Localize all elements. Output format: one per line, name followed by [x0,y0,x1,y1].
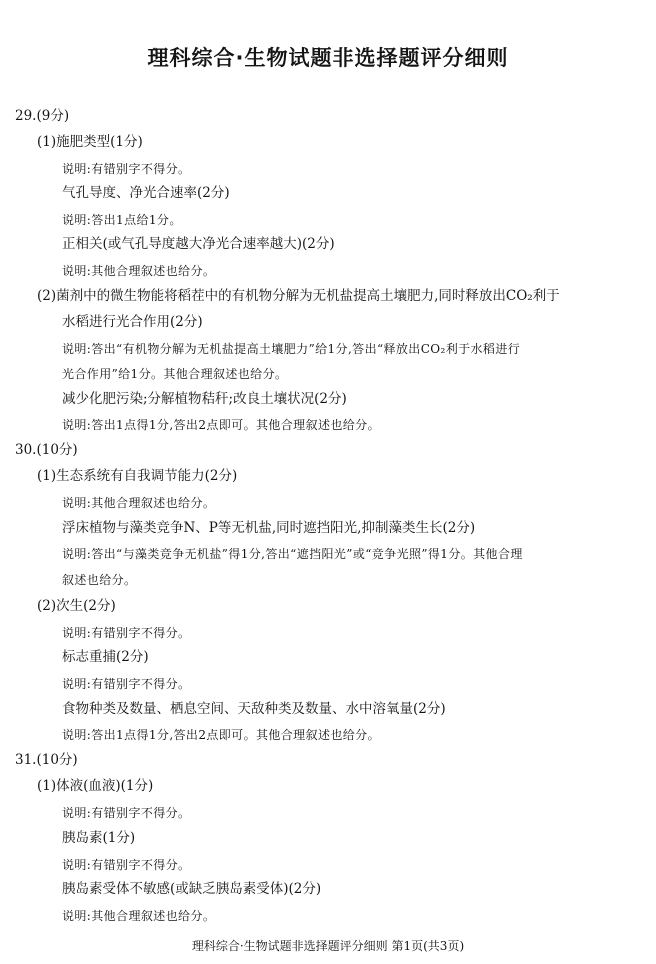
scoring-note: 说明:其他合理叙述也给分。 [62,496,216,510]
answer-line: 水稻进行光合作用(2分) [62,314,203,330]
scoring-note: 说明:其他合理叙述也给分。 [62,909,216,923]
scoring-note: 说明:其他合理叙述也给分。 [62,264,216,278]
answer-line: 胰岛素受体不敏感(或缺乏胰岛素受体)(2分) [62,881,322,897]
answer-line: 浮床植物与藻类竞争N、P等无机盐,同时遮挡阳光,抑制藻类生长(2分) [62,520,476,536]
question-heading-29: 29.(9分) [15,108,70,124]
scoring-note: 说明:有错别字不得分。 [62,626,191,640]
page-title: 理科综合·生物试题非选择题评分细则 [147,46,509,70]
sub-answer: (2)菌剂中的微生物能将稻茬中的有机物分解为无机盐提高土壤肥力,同时释放出CO₂利于 [37,288,560,304]
scoring-note: 说明:答出1点给1分。 [62,213,182,227]
sub-answer: (1)体液(血液)(1分) [37,778,154,794]
question-heading-31: 31.(10分) [15,752,78,768]
sub-answer: (2)次生(2分) [37,598,116,614]
scoring-note: 说明:有错别字不得分。 [62,858,191,872]
answer-line: 食物种类及数量、栖息空间、天敌种类及数量、水中溶氧量(2分) [62,701,446,717]
scoring-note: 说明:有错别字不得分。 [62,162,191,176]
sub-answer: (1)生态系统有自我调节能力(2分) [37,468,238,484]
answer-line: 正相关(或气孔导度越大净光合速率越大)(2分) [62,236,335,252]
question-heading-30: 30.(10分) [15,442,78,458]
scoring-note: 说明:答出“与藻类竞争无机盐”得1分,答出“遮挡阳光”或“竞争光照”得1分。其他合理 [62,547,523,561]
answer-line: 胰岛素(1分) [62,830,136,846]
scoring-note: 说明:答出1点得1分,答出2点即可。其他合理叙述也给分。 [62,418,380,432]
scoring-note: 说明:有错别字不得分。 [62,677,191,691]
answer-line: 气孔导度、净光合速率(2分) [62,185,230,201]
sub-answer: (1)施肥类型(1分) [37,134,143,150]
page-footer: 理科综合·生物试题非选择题评分细则 第1页(共3页) [191,939,465,953]
scoring-note: 说明:答出“有机物分解为无机盐提高土壤肥力”给1分,答出“释放出CO₂利于水稻进行 [62,342,521,356]
scoring-note: 说明:有错别字不得分。 [62,806,191,820]
scoring-note: 光合作用”给1分。其他合理叙述也给分。 [62,367,288,381]
scoring-note: 说明:答出1点得1分,答出2点即可。其他合理叙述也给分。 [62,728,380,742]
answer-line: 标志重捕(2分) [62,649,149,665]
scoring-note: 叙述也给分。 [62,573,137,587]
answer-line: 减少化肥污染;分解植物秸秆;改良土壤状况(2分) [62,391,347,407]
